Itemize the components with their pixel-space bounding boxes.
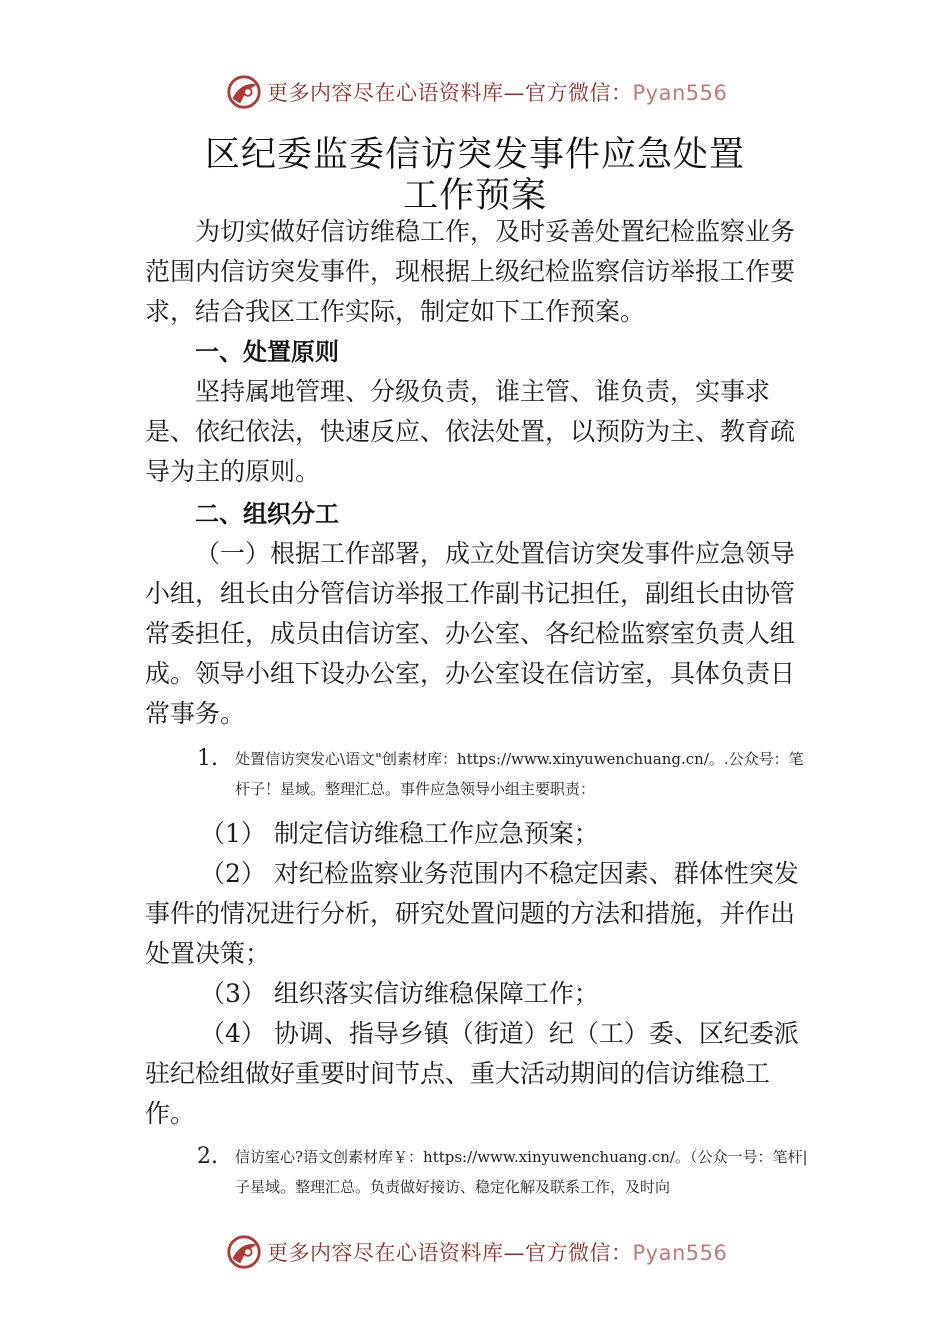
footnote-2	[145, 1142, 815, 1202]
footnote-1	[145, 744, 815, 804]
watermark-text: 更多内容尽在心语资料库—官方微信：Pyan556	[267, 81, 728, 105]
duty-item-4: （4） 协调、指导乡镇（街道）纪（工）委、区纪委派驻纪检组做好重要时间节点、重大活动期间的信访维稳工作。	[145, 1019, 799, 1128]
section1-heading: 一、处置原则	[195, 338, 339, 366]
duty-item-2: （2） 对纪检监察业务范围内不稳定因素、群体性突发事件的情况进行分析，研究处置问题的方法和措施，并作出处置决策；	[145, 859, 799, 968]
brand-logo-icon	[225, 73, 263, 111]
duty-item-1: （1） 制定信访维稳工作应急预案；	[200, 819, 599, 848]
section2-heading: 二、组织分工	[195, 500, 339, 528]
intro-paragraph: 为切实做好信访维稳工作，及时妥善处置纪检监察业务范围内信访突发事件，现根据上级纪检监察信访举报工作要求，结合我区工作实际，制定如下工作预案。	[145, 217, 796, 326]
duty-item-3: （3） 组织落实信访维稳保障工作；	[200, 979, 599, 1008]
section2-paragraph: （一）根据工作部署，成立处置信访突发事件应急领导小组，组长由分管信访举报工作副书记担任，副组长由协管常委担任，成员由信访室、办公室、各纪检监察室负责人组成。领导小组下设办公室，办公室设在信访室，具体负责日常事务。	[145, 539, 796, 728]
section1-paragraph: 坚持属地管理、分级负责，谁主管、谁负责，实事求是、依纪依法，快速反应、依法处置，以预防为主、教育疏导为主的原则。	[145, 377, 796, 486]
document-body	[145, 212, 815, 1212]
brand-logo-icon	[225, 1233, 263, 1271]
watermark-banner-bottom	[225, 1230, 745, 1274]
footnote-2-text: 信访室心?语文创素材库￥：https://www.xinyuwenchuang.cn/。（公众一号：笔杆|子星域。整理汇总。负责做好接访、稳定化解及联系工作，及时向	[235, 1148, 808, 1196]
document-title-line1: 区纪委监委信访突发事件应急处置	[204, 135, 745, 175]
watermark-banner-top	[225, 70, 745, 114]
footnote-1-number: 1.	[197, 746, 218, 771]
document-title-line2: 工作预案	[402, 176, 547, 216]
watermark-wechat-id: Pyan556	[632, 81, 728, 105]
watermark-wechat-id: Pyan556	[632, 1241, 728, 1265]
watermark-text: 更多内容尽在心语资料库—官方微信：Pyan556	[267, 1241, 728, 1265]
footnote-1-text: 处置信访突发心\语文"创素材库：https://www.xinyuwenchuang.cn/。.公众号：笔杆子！星域。整理汇总。事件应急领导小组主要职责：	[235, 750, 804, 798]
footnote-2-number: 2.	[197, 1144, 218, 1169]
